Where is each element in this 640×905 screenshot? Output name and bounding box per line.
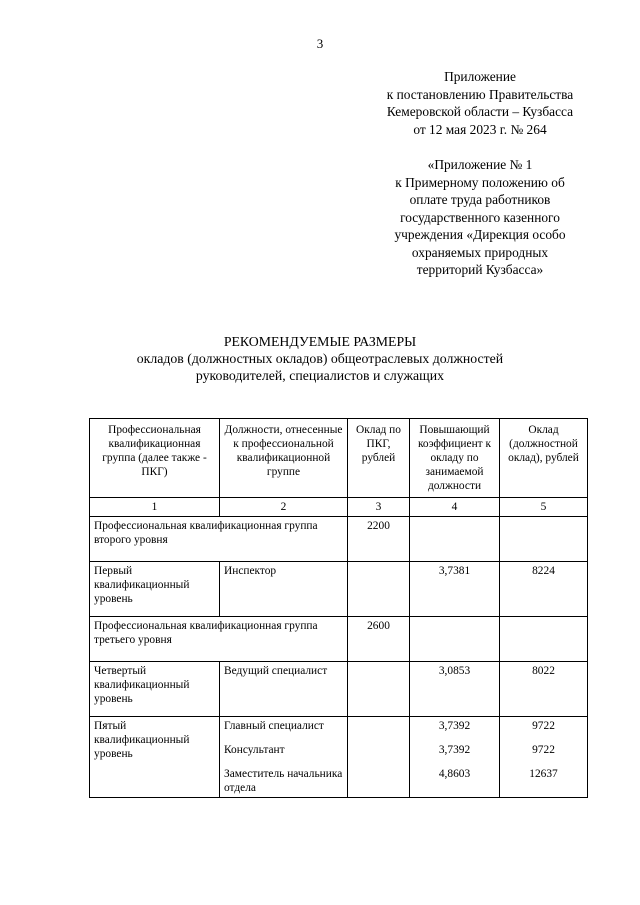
annex-line: Приложение	[444, 69, 516, 84]
position-name: Главный специалист	[224, 720, 324, 732]
annex2-line: «Приложение № 1	[427, 157, 533, 172]
table-header-row	[90, 419, 588, 498]
position-name: Консультант	[224, 744, 285, 756]
annex-line: к постановлению Правительства	[386, 86, 574, 102]
table-row	[90, 517, 588, 562]
annex2-line: к Примерному положению об	[395, 174, 565, 190]
salary-value: 12637	[529, 768, 558, 780]
coefficient: 3,0853	[410, 662, 500, 717]
empty-cell	[410, 517, 500, 562]
header-coefficient: Повышающий коэффициент к окладу по занимаемой должности	[410, 419, 500, 498]
salary-value: 9722	[532, 744, 555, 756]
annex2-line: охраняемых природных	[411, 244, 549, 260]
level-name: Первый квалификационный уровень	[90, 562, 220, 617]
annex2-line: учреждения «Дирекция особо	[394, 227, 566, 242]
annex2-line: территорий Кузбасса»	[416, 262, 544, 277]
col-number: 3	[348, 498, 410, 517]
coefficient: 3,7392	[438, 744, 471, 756]
empty-cell	[348, 662, 410, 717]
position-name: Заместитель начальника отдела	[224, 768, 343, 794]
annex-line: от 12 мая 2023 г. № 264	[413, 121, 547, 137]
heading-line: окладов (должностных окладов) общеотраслевых должностей	[136, 351, 504, 366]
empty-cell	[410, 617, 500, 662]
heading-title: РЕКОМЕНДУЕМЫЕ РАЗМЕРЫ	[223, 334, 417, 349]
salary-list	[500, 717, 588, 798]
position-list	[220, 717, 348, 798]
group-salary: 2200	[348, 517, 410, 562]
coefficient: 3,7392	[438, 720, 471, 732]
group-name: Профессиональная квалификационная группа второго уровня	[90, 517, 348, 562]
table-row	[90, 562, 588, 617]
annex-1-reference	[360, 156, 600, 279]
column-number-row	[90, 498, 588, 517]
col-number: 2	[220, 498, 348, 517]
annex2-line: оплате труда работников	[409, 192, 551, 207]
heading-line: руководителей, специалистов и служащих	[195, 368, 445, 383]
salary-value: 9722	[532, 720, 555, 732]
page-number: 3	[316, 36, 324, 51]
table-row	[90, 662, 588, 717]
col-number: 5	[500, 498, 588, 517]
annex-reference	[360, 68, 600, 138]
empty-cell	[348, 562, 410, 617]
annex-line: Кемеровской области – Кузбасса	[386, 104, 574, 119]
document-heading	[0, 333, 640, 384]
salary-value: 8224	[500, 562, 588, 617]
table-row	[90, 617, 588, 662]
header-positions: Должности, отнесенные к профессиональной квалификационной группе	[220, 419, 348, 498]
empty-cell	[500, 617, 588, 662]
coefficient: 4,8603	[438, 768, 471, 780]
group-name: Профессиональная квалификационная группа третьего уровня	[90, 617, 348, 662]
header-salary: Оклад (должностной оклад), рублей	[500, 419, 588, 498]
level-name: Пятый квалификационный уровень	[90, 717, 220, 798]
empty-cell	[348, 717, 410, 798]
level-name: Четвертый квалификационный уровень	[90, 662, 220, 717]
col-number: 1	[90, 498, 220, 517]
table-row	[90, 717, 588, 798]
position-name: Инспектор	[220, 562, 348, 617]
group-salary: 2600	[348, 617, 410, 662]
coefficient: 3,7381	[410, 562, 500, 617]
position-name: Ведущий специалист	[220, 662, 348, 717]
header-pkg: Профессиональная квалификационная группа (далее также - ПКГ)	[90, 419, 220, 498]
annex2-line: государственного казенного	[400, 209, 560, 225]
coefficient-list	[410, 717, 500, 798]
header-pkg-salary: Оклад по ПКГ, рублей	[348, 419, 410, 498]
salary-value: 8022	[500, 662, 588, 717]
empty-cell	[500, 517, 588, 562]
salary-table	[89, 418, 588, 798]
col-number: 4	[410, 498, 500, 517]
